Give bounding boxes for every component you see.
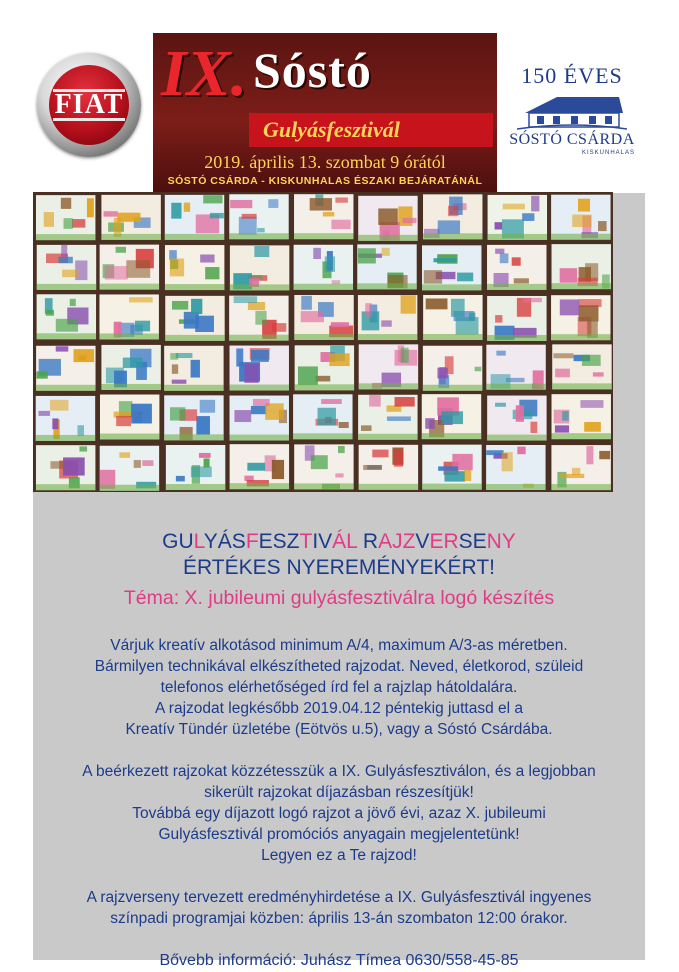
- paragraph-line: Továbbá egy díjazott logó rajzot a jövő évi, azaz X. jubileumi: [132, 805, 546, 822]
- drawings-wall-image: [33, 192, 613, 492]
- drawing-sheet: [486, 345, 545, 390]
- poster-frame: [33, 33, 645, 960]
- festival-subtitle: Gulyásfesztivál: [263, 117, 400, 142]
- drawing-sheet: [230, 346, 289, 391]
- fiat-logo-text: FIAT: [54, 89, 124, 120]
- drawing-sheet: [164, 346, 223, 391]
- drawing-sheet: [36, 445, 95, 490]
- drawing-sheet: [37, 245, 96, 290]
- drawing-sheet: [294, 444, 353, 489]
- drawing-sheet: [229, 194, 288, 239]
- drawing-sheet: [36, 346, 95, 391]
- drawing-sheet: [230, 396, 289, 441]
- paragraph-line: telefonos elérhetőséged írd fel a rajzlap hátoldalára.: [160, 679, 518, 696]
- drawing-sheet: [551, 445, 610, 490]
- fiat-logo: [37, 53, 141, 157]
- paragraph-line: A rajzodat legkésőbb 2019.04.12 péntekig juttasd el a: [155, 700, 523, 717]
- festival-title: Sóstó: [253, 42, 372, 98]
- drawing-sheet: [423, 346, 482, 391]
- drawing-sheet: [36, 195, 95, 240]
- drawing-sheet: [552, 244, 611, 289]
- children-drawings-photo: [33, 192, 613, 492]
- drawing-sheet: [359, 445, 418, 490]
- drawing-sheet: [552, 344, 611, 389]
- festival-date: 2019. április 13. szombat 9 órától: [204, 152, 446, 172]
- drawing-sheet: [552, 394, 611, 439]
- drawing-sheet: [229, 296, 288, 341]
- drawing-sheet: [486, 445, 545, 490]
- drawing-sheet: [165, 296, 224, 341]
- drawing-sheet: [100, 245, 159, 290]
- drawing-sheet: [551, 195, 610, 240]
- drawing-sheet: [164, 395, 223, 440]
- festival-banner: [153, 33, 497, 193]
- drawing-sheet: [551, 295, 610, 340]
- csarda-town: KISKUNHALAS: [581, 150, 635, 156]
- drawing-sheet: [487, 396, 546, 441]
- drawing-sheet: [294, 245, 353, 290]
- paragraph-line: Bármilyen technikával elkészítheted rajzodat. Neved, életkorod, szüleid: [94, 658, 584, 675]
- drawing-sheet: [423, 295, 482, 340]
- csarda-name: SÓSTÓ CSÁRDA: [509, 131, 635, 148]
- drawing-sheet: [422, 445, 481, 490]
- drawing-sheet: [488, 195, 547, 240]
- drawing-sheet: [230, 245, 289, 290]
- drawing-sheet: [423, 194, 482, 239]
- paragraph-line: Várjuk kreatív alkotásod minimum A/4, maximum A/3-as méretben.: [110, 637, 568, 654]
- drawing-sheet: [293, 394, 352, 439]
- paragraph-line: sikerült rajzokat díjazásban részesítjük!: [204, 784, 474, 801]
- drawing-sheet: [165, 245, 224, 290]
- paragraph-line: A rajzverseny tervezett eredményhirdetése a IX. Gulyásfesztivál ingyenes: [86, 889, 592, 906]
- drawing-sheet: [357, 244, 416, 289]
- drawing-sheet: [36, 396, 95, 441]
- drawing-sheet: [230, 444, 289, 489]
- drawing-sheet: [358, 395, 417, 440]
- contest-title: GULYÁSFESZTIVÁL RAJZVERSENY: [162, 530, 516, 553]
- drawing-sheet: [100, 395, 159, 440]
- csarda-years: 150 ÉVES: [521, 63, 623, 88]
- drawing-sheet: [295, 345, 354, 390]
- drawing-sheet: [422, 394, 481, 439]
- drawing-sheet: [358, 196, 417, 241]
- drawing-sheet: [294, 295, 353, 340]
- drawing-sheet: [359, 344, 418, 389]
- paragraph-line: Kreatív Tündér üzletébe (Eötvös u.5), vagy a Sóstó Csárdába.: [125, 721, 553, 738]
- drawing-sheet: [100, 446, 159, 491]
- drawing-sheet: [358, 295, 417, 340]
- drawing-sheet: [101, 195, 160, 240]
- drawing-sheet: [487, 296, 546, 341]
- drawing-sheet: [37, 294, 96, 339]
- header: [33, 33, 645, 193]
- paragraph-line: Gulyásfesztivál promóciós anyagain megjelentetünk!: [158, 826, 520, 843]
- contest-subtitle: ÉRTÉKES NYEREMÉNYEKÉRT!: [183, 556, 495, 579]
- paragraph-line: Legyen ez a Te rajzod!: [261, 847, 417, 864]
- csarda-logo: [499, 33, 645, 193]
- drawing-sheet: [422, 245, 481, 290]
- drawing-sheet: [101, 345, 160, 390]
- edition-number: IX.: [161, 37, 248, 110]
- festival-place: SÓSTÓ CSÁRDA - KISKUNHALAS ÉSZAKI BEJÁRATÁNÁL: [167, 175, 483, 187]
- drawing-sheet: [99, 294, 158, 339]
- paragraph-line: A beérkezett rajzokat közzétesszük a IX. Gulyásfesztiválon, és a legjobban: [82, 763, 596, 780]
- contest-theme: Téma: X. jubileumi gulyásfesztiválra logó készítés: [123, 587, 555, 609]
- paragraph-line: színpadi programjai közben: április 13-án szombaton 12:00 órakor.: [110, 910, 568, 927]
- contact-info: Bővebb információ: Juhász Tímea 0630/558-45-85: [159, 952, 519, 969]
- csarda-house-icon: [517, 91, 627, 131]
- drawing-sheet: [294, 194, 353, 239]
- drawing-sheet: [166, 445, 225, 490]
- drawing-sheet: [165, 195, 224, 240]
- drawing-sheet: [487, 245, 546, 290]
